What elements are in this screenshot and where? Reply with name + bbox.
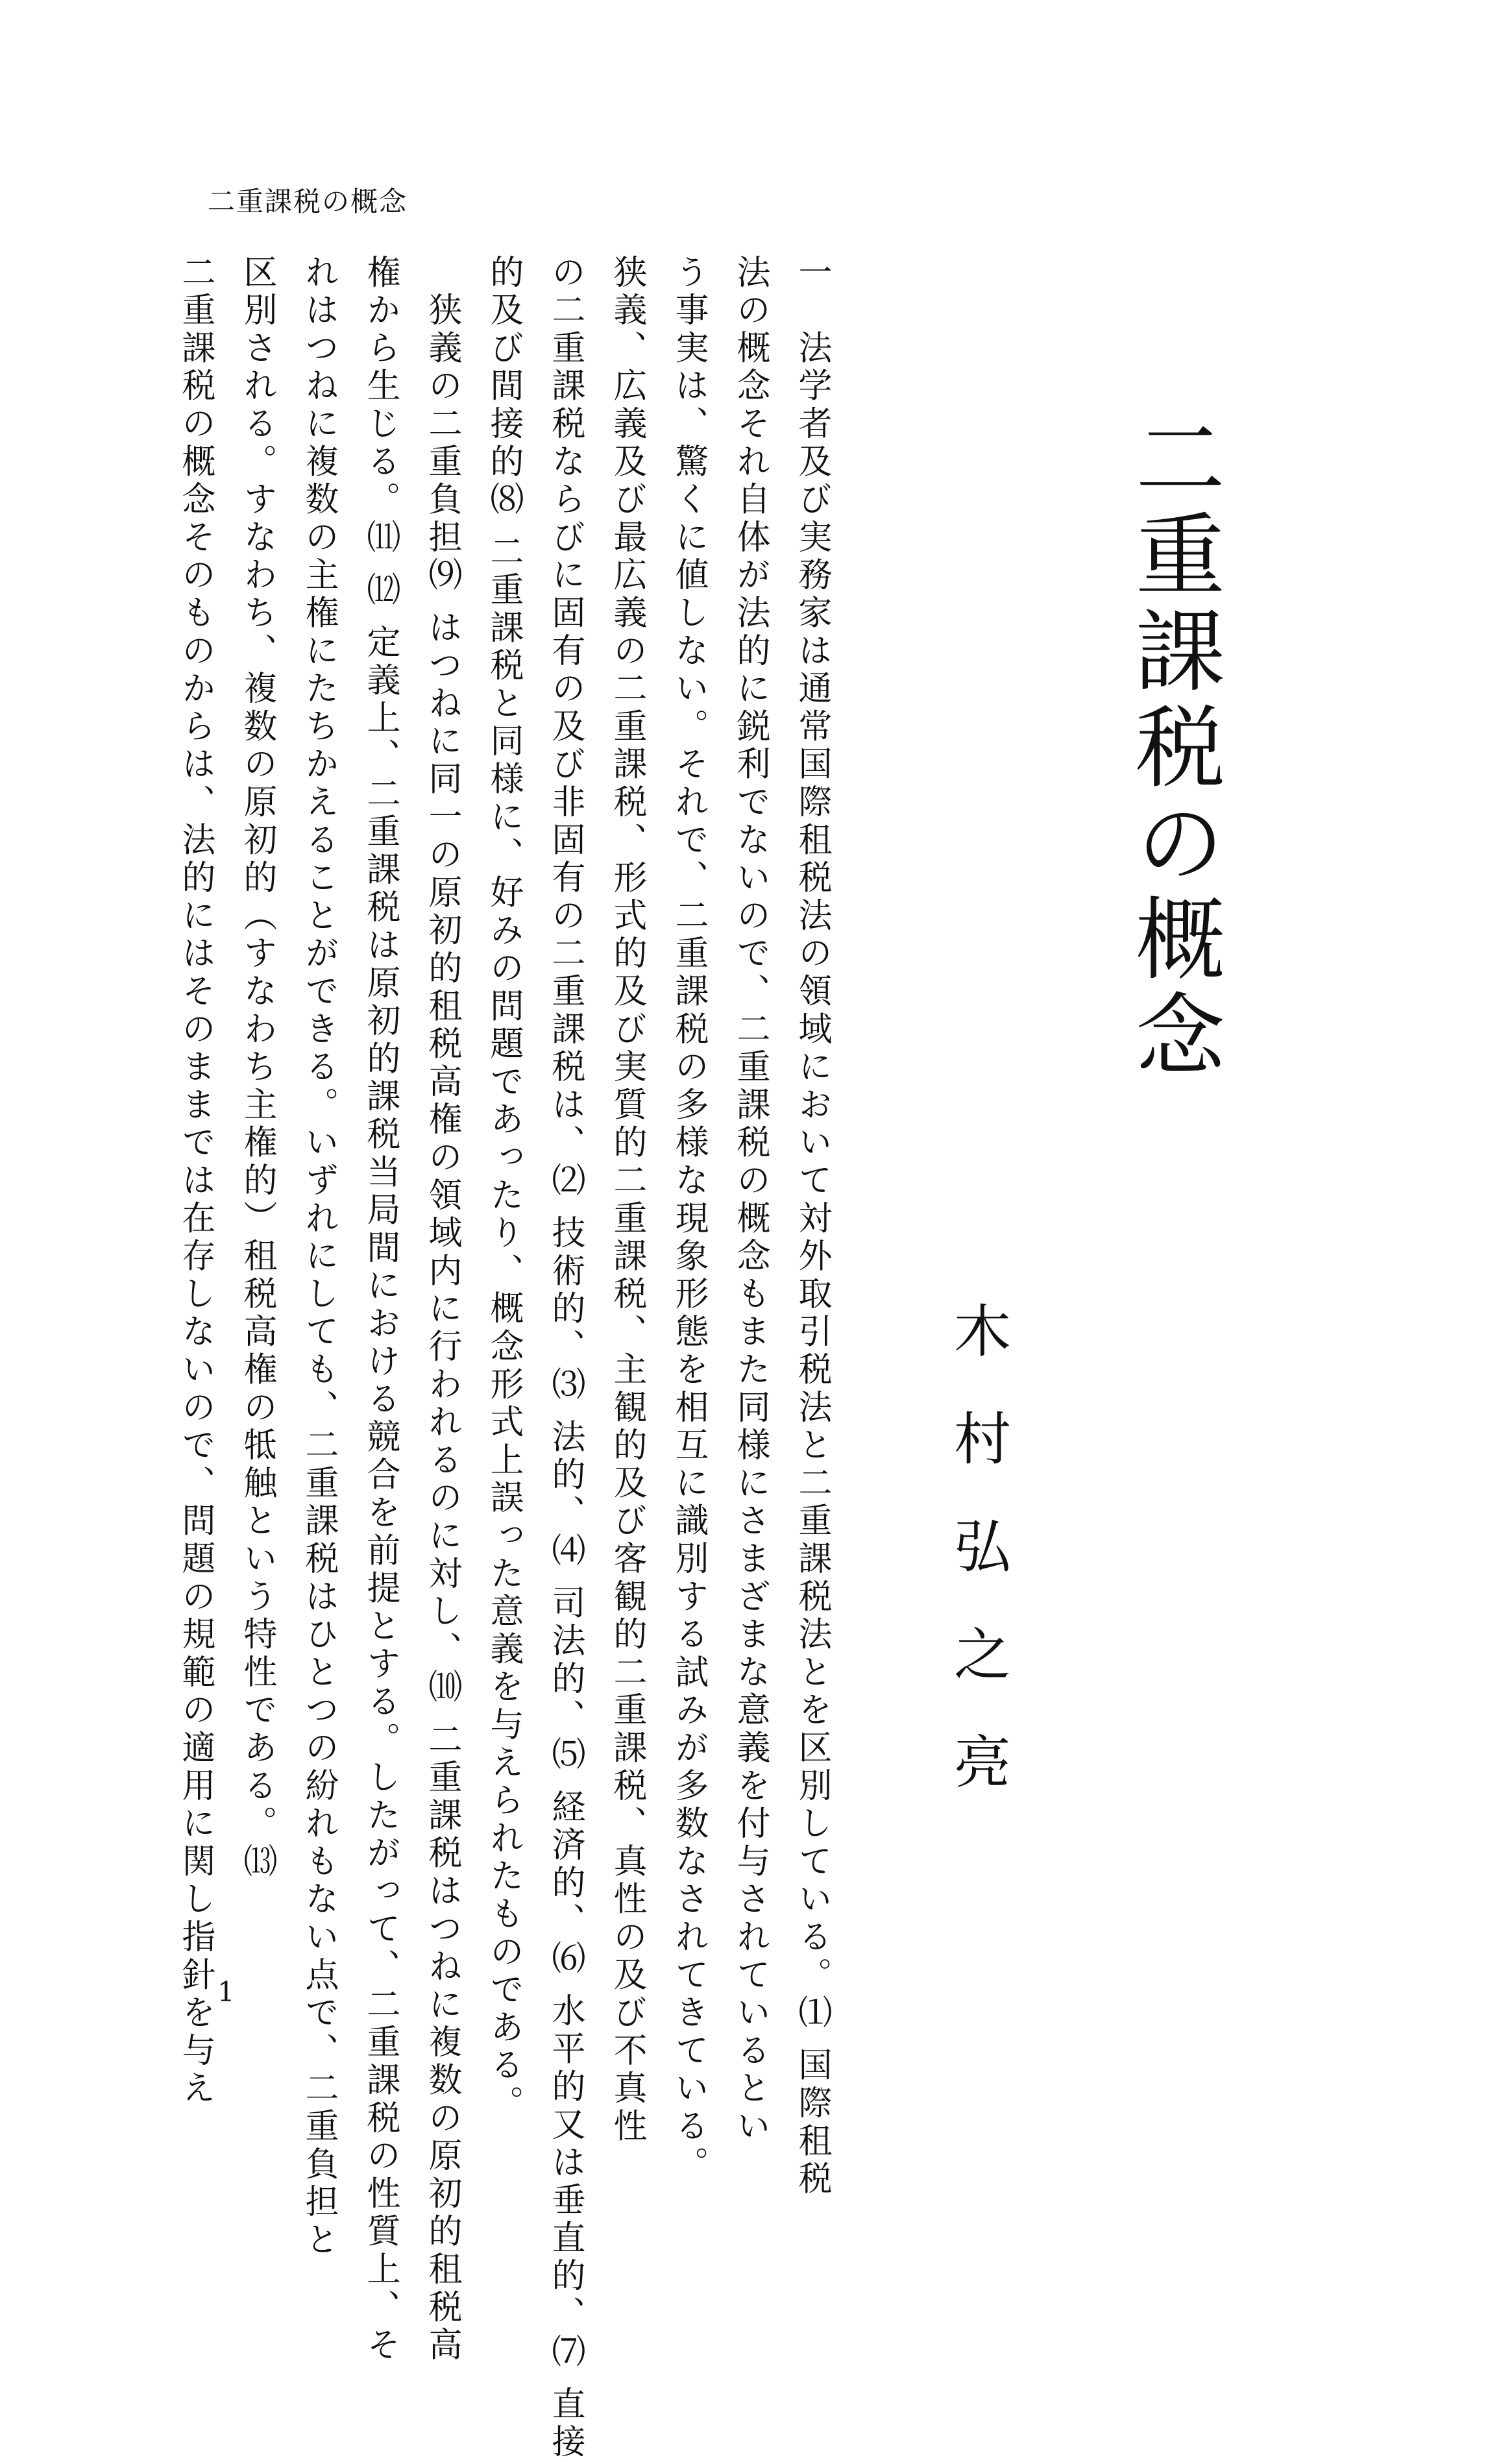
article-body: [164, 254, 842, 2462]
body-line: う事実は、驚くに値しない。それで、二重課税の多様な現象形態を相互に識別する試みが多数なされてきている。: [669, 254, 708, 2184]
body-line: 狭義、広義及び最広義の二重課税、形式的及び実質的二重課税、主観的及び客観的二重課税、真性の及び不真性: [607, 254, 646, 2146]
body-line: 権から生じる。⑾ ⑿ 定義上、二重課税は原初的課税当局間における競合を前提とする。したがって、二重課税の性質上、そ: [361, 254, 400, 2365]
page-number: 1: [217, 1976, 235, 2008]
running-head: 二重課税の概念: [208, 186, 408, 217]
body-line: 一 法学者及び実務家は通常国際租税法の領域において対外取引税法と二重課税法とを区別している。⑴ 国際租税: [792, 254, 831, 2199]
article-title: 二重課税の概念: [1121, 412, 1225, 1084]
author-name: 木村弘之亮: [945, 1301, 1012, 1840]
body-line: れはつねに複数の主権にたちかえることができる。いずれにしても、二重課税はひとつの紛れもない点で、二重負担と: [299, 254, 338, 2260]
body-line: 区別される。すなわち、複数の原初的（すなわち主権的）租税高権の牴触という特性である。⒀: [238, 254, 276, 1881]
body-line: 的及び間接的⑻ 二重課税と同様に、好みの問題であったり、概念形式上誤った意義を与えられたものである。: [484, 254, 523, 2123]
body-line: 法の概念それ自体が法的に鋭利でないので、二重課税の概念もまた同様にさまざまな意義を付与されているとい: [731, 254, 770, 2146]
body-line: 狭義の二重負担⑼ はつねに同一の原初的租税高権の領域内に行われるのに対し、⑽ 二重課税はつねに複数の原初的租税高: [422, 254, 461, 2365]
body-line: の二重課税ならびに固有の及び非固有の二重課税は、⑵ 技術的、⑶ 法的、⑷ 司法的、⑸ 経済的、⑹ 水平的又は垂直的、⑺ 直接: [546, 254, 585, 2462]
body-line: 二重課税の概念そのものからは、法的にはそのままでは在存しないので、問題の規範の適用に関し指針を与え: [176, 254, 215, 2108]
